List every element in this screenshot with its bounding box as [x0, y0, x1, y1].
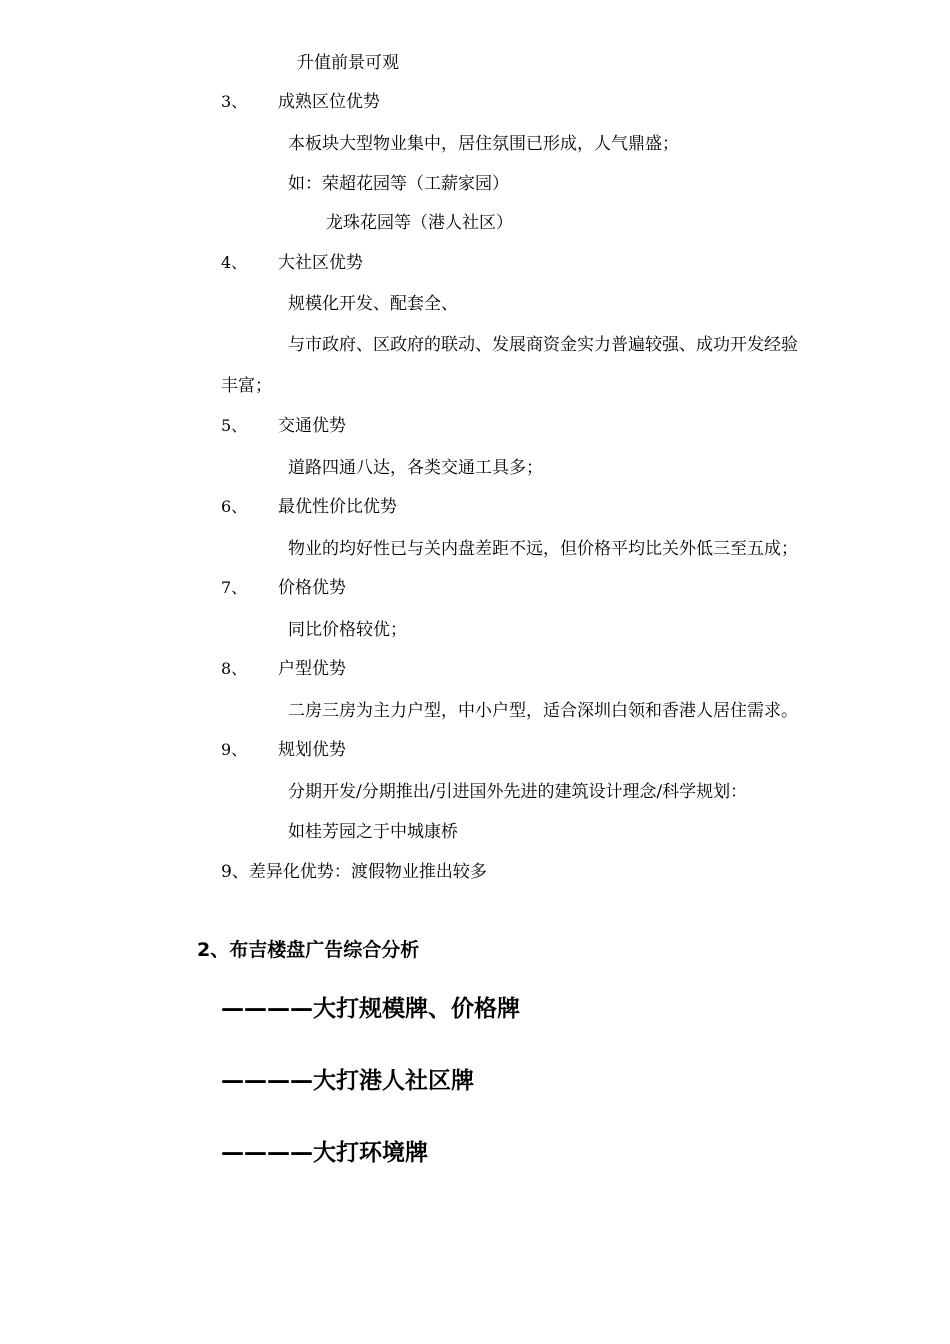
item-number: 3、 [221, 92, 248, 111]
slogan-line: ————大打规模牌、价格牌 [221, 996, 520, 1022]
item-heading: 成熟区位优势 [278, 92, 380, 112]
text-line: 9、差异化优势：渡假物业推出较多 [221, 862, 487, 882]
item-number: 5、 [221, 416, 248, 435]
item-number: 9、 [221, 740, 248, 759]
text-line: 如桂芳园之于中城康桥 [288, 822, 458, 842]
slogan-line: ————大打港人社区牌 [221, 1068, 474, 1094]
slogan-line: ————大打环境牌 [221, 1140, 428, 1166]
item-number: 4、 [221, 253, 248, 272]
text-line: 物业的均好性已与关内盘差距不远，但价格平均比关外低三至五成； [288, 539, 798, 559]
text-line: 升值前景可观 [297, 53, 399, 73]
section-title: 2、布吉楼盘广告综合分析 [197, 939, 420, 961]
item-heading: 价格优势 [278, 578, 346, 598]
text-line: 同比价格较优； [288, 620, 407, 640]
text-line: 如：荣超花园等（工薪家园） [288, 174, 509, 194]
item-heading: 规划优势 [278, 740, 346, 760]
text-line: 丰富； [221, 376, 272, 396]
text-line: 分期开发/分期推出/引进国外先进的建筑设计理念/科学规划： [288, 782, 748, 802]
item-number: 6、 [221, 497, 248, 516]
item-heading: 最优性价比优势 [278, 497, 397, 517]
text-line: 二房三房为主力户型，中小户型，适合深圳白领和香港人居住需求。 [288, 701, 798, 721]
item-heading: 大社区优势 [278, 253, 363, 273]
text-line: 道路四通八达，各类交通工具多； [288, 458, 543, 478]
text-line: 龙珠花园等（港人社区） [326, 213, 513, 233]
text-line: 本板块大型物业集中，居住氛围已形成，人气鼎盛； [288, 134, 679, 154]
text-line: 规模化开发、配套全、 [288, 294, 458, 314]
item-number: 8、 [221, 659, 248, 678]
item-number: 7、 [221, 578, 248, 597]
item-heading: 户型优势 [278, 659, 346, 679]
text-line: 与市政府、区政府的联动、发展商资金实力普遍较强、成功开发经验 [288, 335, 798, 355]
item-heading: 交通优势 [278, 416, 346, 436]
